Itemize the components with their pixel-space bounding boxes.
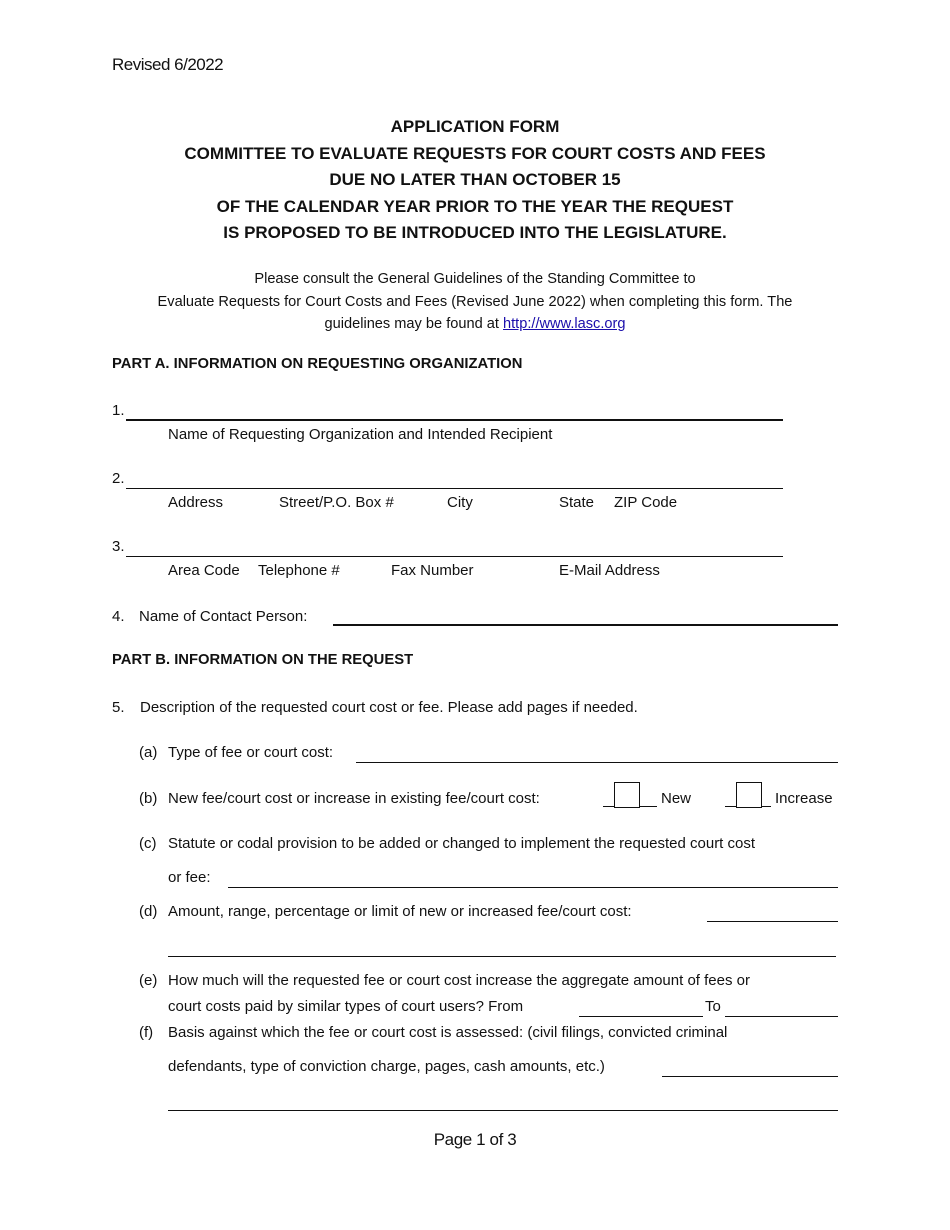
basis-input[interactable] [662,1056,838,1077]
item-5a-letter: (a) [139,744,158,761]
revised-date: Revised 6/2022 [112,55,224,74]
title-line: APPLICATION FORM [390,117,560,136]
address-input[interactable] [128,467,782,489]
item-3-number: 3. [112,538,125,555]
form-title [0,114,950,247]
contact-person-input[interactable] [336,604,838,626]
address-caption: Address [168,494,224,511]
intro-line [100,313,850,336]
telephone-caption: Telephone # [258,562,340,579]
title-line: COMMITTEE TO EVALUATE REQUESTS FOR COURT COSTS AND FEES [184,143,766,163]
email-caption: E-Mail Address [559,562,660,579]
item-5c-letter: (c) [139,835,157,852]
organization-name-caption: Name of Requesting Organization and Intended Recipient [168,426,553,443]
new-checkbox[interactable] [614,782,640,808]
fee-type-input[interactable] [356,742,838,763]
title-line: DUE NO LATER THAN OCTOBER 15 [329,170,621,189]
intro-line: Please consult the General Guidelines of the Standing Committee to [254,271,696,287]
city-caption: City [447,494,473,511]
state-caption: State [559,494,595,511]
area-code-caption: Area Code [168,562,240,579]
statute-label-line1: Statute or codal provision to be added or changed to implement the requested court cost [168,835,756,852]
guidelines-link[interactable]: http://www.lasc.org [503,316,626,332]
increase-option-label: Increase [775,790,833,807]
item-4-number: 4. [112,608,125,625]
item-5-number: 5. [112,699,125,716]
aggregate-increase-line2: court costs paid by similar types of court users? From [168,998,524,1015]
increase-to-input[interactable] [725,996,838,1017]
amount-label: Amount, range, percentage or limit of new or increased fee/court cost: [168,903,632,920]
increase-from-input[interactable] [579,996,703,1017]
basis-label-line1: Basis against which the fee or court cost is assessed: (civil filings, convicted criminal [168,1024,728,1041]
basis-label-line2: defendants, type of conviction charge, pages, cash amounts, etc.) [168,1058,605,1075]
part-a-heading: PART A. INFORMATION ON REQUESTING ORGANIZATION [112,356,523,372]
intro-paragraph [100,268,850,336]
increase-checkbox[interactable] [736,782,762,808]
item-5f-letter: (f) [139,1024,154,1041]
contact-person-label: Name of Contact Person: [139,608,308,625]
item-1-number: 1. [112,402,125,419]
statute-label-line2: or fee: [168,869,211,886]
fee-type-label: Type of fee or court cost: [168,744,334,761]
title-line: OF THE CALENDAR YEAR PRIOR TO THE YEAR THE REQUEST [216,196,734,216]
contact-numbers-input[interactable] [128,535,782,557]
item-5d-letter: (d) [139,903,158,920]
to-label: To [705,998,721,1015]
page-number: Page 1 of 3 [433,1130,517,1149]
item-5-description: Description of the requested court cost or fee. Please add pages if needed. [140,699,638,716]
zip-caption: ZIP Code [614,494,678,511]
fax-caption: Fax Number [391,562,474,579]
item-5b-letter: (b) [139,790,158,807]
aggregate-increase-line1: How much will the requested fee or court cost increase the aggregate amount of fees or [168,972,750,989]
street-caption: Street/P.O. Box # [279,494,394,511]
item-5e-letter: (e) [139,972,158,989]
intro-line: Evaluate Requests for Court Costs and Fees (Revised June 2022) when completing this form. The [157,293,793,310]
intro-line-prefix: guidelines may be found at [324,316,503,332]
title-line: IS PROPOSED TO BE INTRODUCED INTO THE LEGISLATURE. [223,223,727,242]
basis-input-continued[interactable] [168,1110,838,1111]
new-option-label: New [661,790,692,807]
part-b-heading: PART B. INFORMATION ON THE REQUEST [112,652,414,668]
organization-name-input[interactable] [128,398,782,420]
statute-input[interactable] [228,867,838,888]
amount-input[interactable] [707,901,838,922]
item-2-number: 2. [112,470,125,487]
amount-input-continued[interactable] [168,936,836,957]
new-or-increase-label: New fee/court cost or increase in existing fee/court cost: [168,790,540,807]
